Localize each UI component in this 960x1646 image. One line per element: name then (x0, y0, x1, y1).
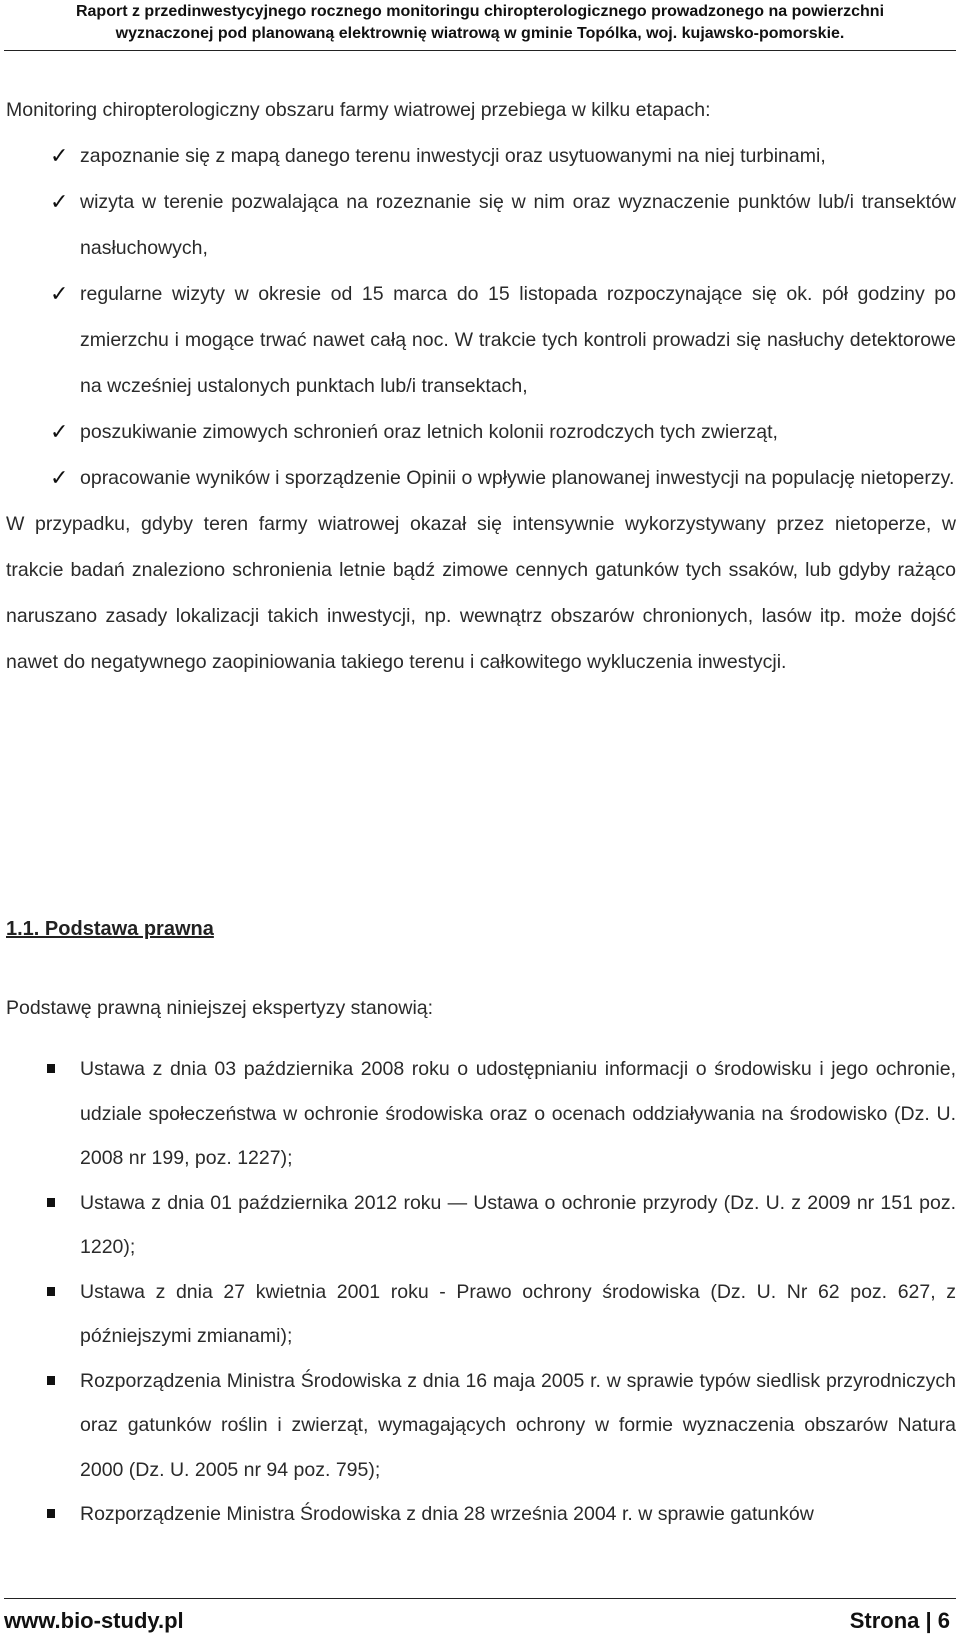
legal-basis-item-text: Ustawa z dnia 03 października 2008 roku o udostępnianiu informacji o środowisku i jego ochronie, udziale społeczeństwa w ochronie środowiska oraz o ocenach oddziaływania na środowisko (Dz. U. 2008 nr 199, poz. 1227); (80, 1058, 956, 1169)
legal-basis-item-text: Ustawa z dnia 01 października 2012 roku — Ustawa o ochronie przyrody (Dz. U. z 2009 nr 151 poz. 1220); (80, 1191, 956, 1258)
checklist-item-text: poszukiwanie zimowych schronień oraz letnich kolonii rozrodczych tych zwierząt, (80, 421, 778, 443)
stages-checklist (6, 133, 956, 501)
checklist-item-text: regularne wizyty w okresie od 15 marca do 15 listopada rozpoczynające się ok. pół godziny po zmierzchu i mogące trwać nawet całą noc. W trakcie tych kontroli prowadzi się nasłuchy detektorowe na wcześniej ustalonych punktach lub/i transektach, (80, 283, 956, 397)
page-header (0, 0, 960, 55)
checkmark-icon: ✓ (50, 143, 69, 168)
legal-basis-item (6, 1359, 956, 1493)
square-bullet-icon (47, 1198, 55, 1207)
main-content (6, 87, 956, 1525)
section-heading: 1.1. Podstawa prawna (6, 918, 214, 940)
checklist-item-text: opracowanie wyników i sporządzenie Opinii o wpływie planowanej inwestycji na populację nietoperzy. (80, 467, 955, 489)
checklist-item (6, 133, 956, 179)
square-bullet-icon (47, 1509, 55, 1518)
header-divider (4, 50, 956, 51)
header-title-line-2: wyznaczonej pod planowaną elektrownię wiatrową w gminie Topólka, woj. kujawsko-pomorskie. (115, 25, 845, 42)
intro-text: Monitoring chiropterologiczny obszaru farmy wiatrowej przebiega w kilku etapach: (6, 99, 711, 121)
checkmark-icon: ✓ (50, 465, 69, 490)
footer-website-link[interactable]: www.bio-study.pl (4, 1608, 184, 1633)
checkmark-icon: ✓ (50, 419, 69, 444)
checklist-item-text: zapoznanie się z mapą danego terenu inwestycji oraz usytuowanymi na niej turbinami, (80, 145, 826, 167)
legal-basis-item-text: Rozporządzenia Ministra Środowiska z dnia 16 maja 2005 r. w sprawie typów siedlisk przyrodniczych oraz gatunków roślin i zwierząt, wymagających ochrony w formie wyznaczenia obszarów Natura 2000 (Dz. U. 2005 nr 94 poz. 795); (80, 1369, 956, 1481)
legal-basis-intro: Podstawę prawną niniejszej ekspertyzy stanowią: (6, 997, 434, 1019)
page-number: Strona | 6 (849, 1608, 950, 1633)
body-paragraph: W przypadku, gdyby teren farmy wiatrowej okazał się intensywnie wykorzystywany przez nietoperze, w trakcie badań znaleziono schronienia letnie bądź zimowe cennych gatunków tych ssaków, lub gdyby rażąco naruszano zasady lokalizacji takich inwestycji, np. wewnątrz obszarów chronionych, lasów itp. może dojść nawet do negatywnego zaopiniowania takiego terenu i całkowitego wykluczenia inwestycji. (6, 513, 956, 673)
legal-basis-item-text: Ustawa z dnia 27 kwietnia 2001 roku - Prawo ochrony środowiska (Dz. U. Nr 62 poz. 627, z późniejszymi zmianami); (80, 1280, 956, 1347)
legal-basis-item-text: Rozporządzenie Ministra Środowiska z dnia 28 września 2004 r. w sprawie gatunków (80, 1503, 814, 1525)
legal-basis-item (6, 1047, 956, 1181)
checklist-item (6, 271, 956, 409)
checklist-item-text: wizyta w terenie pozwalająca na rozeznanie się w nim oraz wyznaczenie punktów lub/i transektów nasłuchowych, (80, 191, 956, 259)
checkmark-icon: ✓ (50, 189, 69, 214)
checkmark-icon: ✓ (50, 281, 69, 306)
footer-divider (4, 1598, 956, 1599)
header-title-line-1: Raport z przedinwestycyjnego rocznego monitoringu chiropterologicznego prowadzonego na powierzchni (75, 3, 885, 20)
page-footer (0, 1598, 960, 1646)
legal-basis-list (6, 1047, 956, 1537)
legal-basis-item (6, 1181, 956, 1270)
square-bullet-icon (47, 1376, 55, 1385)
square-bullet-icon (47, 1064, 55, 1073)
checklist-item (6, 409, 956, 455)
legal-basis-item (6, 1270, 956, 1359)
checklist-item (6, 455, 956, 501)
checklist-item (6, 179, 956, 271)
square-bullet-icon (47, 1287, 55, 1296)
legal-basis-item (6, 1492, 956, 1537)
